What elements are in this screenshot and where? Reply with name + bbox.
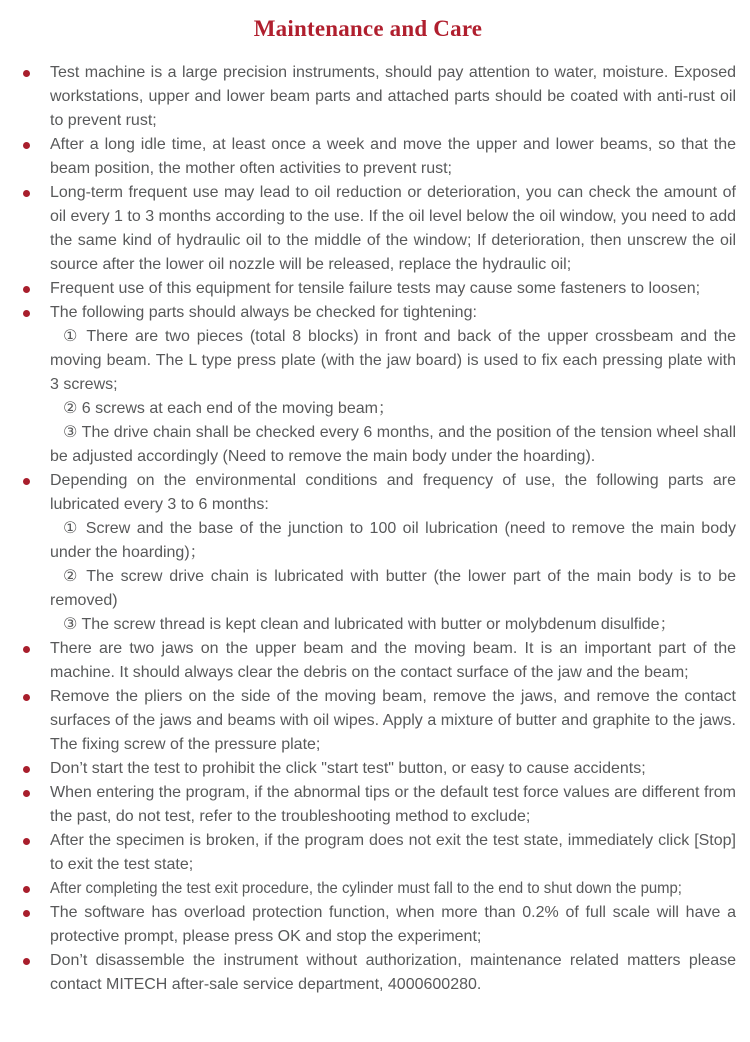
bullet-icon [23,142,30,149]
list-item [0,901,736,949]
sub-item-text: ① Screw and the base of the junction to 100 oil lubrication (need to remove the main body under the hoarding)； [50,520,736,561]
list-item-text: Depending on the environmental conditions and frequency of use, the following parts are lubricated every 3 to 6 months: [50,472,736,513]
list-item-body [50,133,736,181]
list-item-body [50,469,736,637]
page-title: Maintenance and Care [253,16,483,41]
list-item-body [50,685,736,757]
list-item-body [50,277,736,301]
bullet-icon [23,286,30,293]
list-item [0,877,736,901]
list-item-body [50,781,736,829]
list-item [0,781,736,829]
list-item [0,277,736,301]
list-item-body [50,61,736,133]
bullet-icon [23,838,30,845]
list-item-text: The software has overload protection function, when more than 0.2% of full scale will have a protective prompt, please press OK and stop the experiment; [50,904,736,945]
list-item [0,949,736,997]
list-item-body [50,757,736,781]
bullet-icon [23,70,30,77]
list-item-body [50,637,736,685]
bullet-icon [23,886,30,893]
bullet-icon [23,766,30,773]
list-item-text: Long-term frequent use may lead to oil reduction or deterioration, you can check the amount of oil every 1 to 3 months according to the use. If the oil level below the oil window, you need to add the same kind of hydraulic oil to the middle of the window; If deterioration, then unscrew the oil source after the lower oil nozzle will be released, replace the hydraulic oil; [50,184,736,273]
sub-item-text: ③ The drive chain shall be checked every 6 months, and the position of the tension wheel shall be adjusted accordingly (Need to remove the main body under the hoarding). [50,424,736,465]
list-item-text: After the specimen is broken, if the program does not exit the test state, immediately click [Stop] to exit the test state; [50,832,736,873]
list-item [0,301,736,469]
bullet-icon [23,310,30,317]
list-item-text: There are two jaws on the upper beam and the moving beam. It is an important part of the machine. It should always clear the debris on the contact surface of the jaw and the beam; [50,640,736,681]
list-item-body [50,901,736,949]
list-item-body [50,829,736,877]
bullet-icon [23,958,30,965]
sub-item-text: ② 6 screws at each end of the moving beam； [63,400,394,417]
list-item [0,133,736,181]
list-item-body [50,949,736,997]
list-item-text: Remove the pliers on the side of the moving beam, remove the jaws, and remove the contact surfaces of the jaws and beams with oil wipes. Apply a mixture of butter and graphite to the jaws. The fixing screw of the pressure plate; [50,688,736,753]
bullet-icon [23,790,30,797]
list-item-text: The following parts should always be checked for tightening: [50,304,477,321]
list-item-text: Test machine is a large precision instruments, should pay attention to water, moisture. Exposed workstations, upper and lower beam parts and attached parts should be coated with anti-rust oil to prevent rust; [50,64,736,129]
list-item [0,685,736,757]
bullet-icon [23,190,30,197]
list-item [0,757,736,781]
list-item [0,61,736,133]
bullet-icon [23,910,30,917]
sub-item-text: ① There are two pieces (total 8 blocks) in front and back of the upper crossbeam and the moving beam. The L type press plate (with the jaw board) is used to fix each pressing plate with 3 screws; [50,328,736,393]
list-item-text: After a long idle time, at least once a week and move the upper and lower beams, so that the beam position, the mother often activities to prevent rust; [50,136,736,177]
list-item-body [50,877,736,901]
bullet-icon [23,646,30,653]
list-item [0,637,736,685]
list-item-text: Don’t start the test to prohibit the click "start test" button, or easy to cause accidents; [50,760,646,777]
list-item-text: Don’t disassemble the instrument without authorization, maintenance related matters please contact MITECH after-sale service department, 4000600280. [50,952,736,993]
list-item-text: When entering the program, if the abnormal tips or the default test force values are different from the past, do not test, refer to the troubleshooting method to exclude; [50,784,736,825]
maintenance-list [0,61,736,997]
list-item-text: Frequent use of this equipment for tensile failure tests may cause some fasteners to loosen; [50,280,701,297]
list-item [0,181,736,277]
list-item-text: After completing the test exit procedure, the cylinder must fall to the end to shut down the pump; [50,880,682,897]
list-item-body [50,181,736,277]
bullet-icon [23,694,30,701]
list-item-body [50,301,736,469]
sub-item-text: ② The screw drive chain is lubricated with butter (the lower part of the main body is to be removed) [50,568,736,609]
list-item [0,829,736,877]
list-item [0,469,736,637]
bullet-icon [23,478,30,485]
sub-item-text: ③ The screw thread is kept clean and lubricated with butter or molybdenum disulfide； [63,616,676,633]
